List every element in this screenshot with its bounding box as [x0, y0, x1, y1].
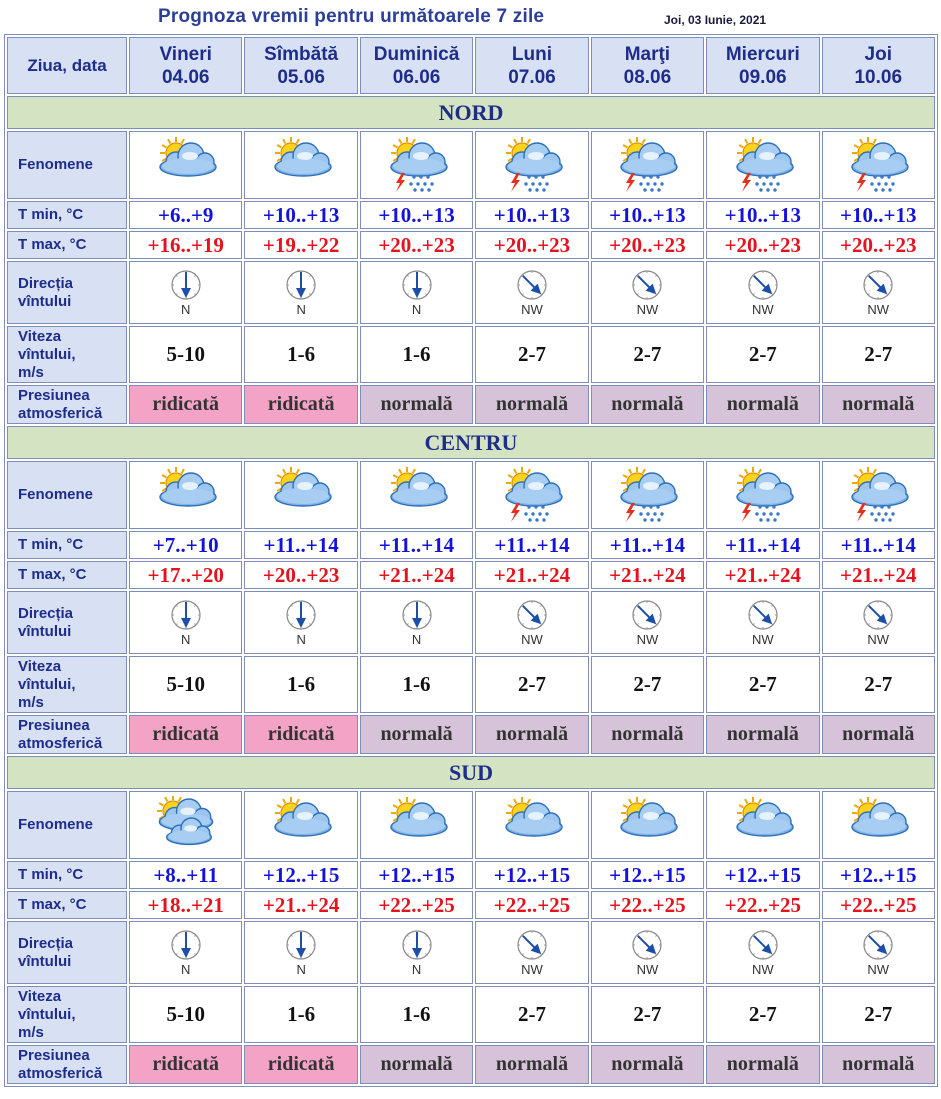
day-date: 05.06	[277, 66, 325, 88]
pressure-value: normală	[591, 385, 704, 424]
day-name: Sîmbătă	[264, 43, 339, 65]
wind-direction-value: N	[181, 631, 191, 647]
wind-speed-value: 2-7	[706, 656, 819, 713]
tmin-value: +12..+15	[591, 861, 704, 889]
pressure-value: normală	[706, 715, 819, 754]
wind-direction-label-line2: vîntului	[18, 292, 72, 310]
wind-direction-label-line1: Direcția	[18, 934, 74, 952]
tmin-value: +10..+13	[475, 201, 588, 229]
pressure-label	[7, 385, 127, 424]
pressure-label-line2: atmosferică	[18, 734, 103, 752]
tmax-row	[7, 561, 935, 589]
day-name: Joi	[864, 43, 892, 65]
wind-direction-row	[7, 591, 935, 654]
pressure-label-line2: atmosferică	[18, 404, 103, 422]
wind-direction-label	[7, 591, 127, 654]
day-name: Miercuri	[725, 43, 800, 65]
phenomena-label: Fenomene	[7, 461, 127, 529]
wind-direction-row	[7, 261, 935, 324]
wind-direction-value: NW	[521, 301, 543, 317]
day-header-4	[475, 37, 588, 94]
partly-cloudy-icon	[151, 466, 221, 524]
wind-direction-cell	[822, 261, 935, 324]
thunderstorm-icon	[843, 466, 913, 524]
thunderstorm-icon	[382, 136, 452, 194]
partly-cloudy-icon	[382, 796, 452, 854]
wind-direction-cell	[244, 591, 357, 654]
tmin-value: +11..+14	[591, 531, 704, 559]
wind-speed-label-line3: m/s	[18, 363, 44, 381]
day-date: 10.06	[854, 66, 903, 88]
pressure-value: normală	[822, 715, 935, 754]
phenomena-cell	[822, 791, 935, 859]
forecast-table	[4, 34, 938, 1087]
wind-direction-value: N	[296, 961, 306, 977]
region-row-nord	[7, 96, 935, 129]
phenomena-cell	[244, 131, 357, 199]
wind-direction-cell	[591, 921, 704, 984]
tmax-value: +21..+24	[591, 561, 704, 589]
tmax-value: +20..+23	[244, 561, 357, 589]
wind-speed-label-line3: m/s	[18, 693, 44, 711]
day-name: Vineri	[159, 43, 212, 65]
wind-speed-value: 5-10	[129, 656, 242, 713]
wind-direction-cell	[129, 261, 242, 324]
wind-speed-row	[7, 656, 935, 713]
wind-direction-value: NW	[867, 631, 890, 647]
wind-direction-label	[7, 261, 127, 324]
pressure-label-line1: Presiunea	[18, 716, 90, 734]
phenomena-cell	[244, 791, 357, 859]
wind-arrow-south-icon	[401, 599, 433, 631]
tmin-value: +10..+13	[591, 201, 704, 229]
tmin-value: +10..+13	[822, 201, 935, 229]
wind-speed-value: 2-7	[591, 656, 704, 713]
wind-direction-cell	[591, 591, 704, 654]
wind-arrow-south-icon	[401, 269, 433, 301]
wind-direction-value: NW	[751, 961, 774, 977]
partly-cloudy-icon	[151, 136, 221, 194]
wind-direction-value: NW	[521, 961, 543, 977]
tmin-row	[7, 531, 935, 559]
tmin-value: +12..+15	[244, 861, 357, 889]
mostly-cloudy-icon	[151, 796, 221, 854]
wind-direction-cell	[706, 261, 819, 324]
wind-speed-value: 2-7	[822, 656, 935, 713]
wind-direction-value: NW	[636, 301, 659, 317]
page-title: Prognoza vremii pentru următoarele 7 zile	[158, 6, 545, 27]
phenomena-row	[7, 461, 935, 529]
wind-direction-value: N	[411, 631, 422, 647]
wind-direction-value: NW	[751, 301, 774, 317]
wind-direction-value: N	[181, 961, 191, 977]
wind-arrow-southeast-icon	[747, 929, 779, 961]
region-title: NORD	[7, 96, 935, 129]
phenomena-cell	[360, 791, 473, 859]
day-name: Luni	[511, 43, 553, 65]
pressure-value: normală	[360, 715, 473, 754]
wind-direction-cell	[244, 921, 357, 984]
wind-direction-cell	[360, 261, 473, 324]
wind-direction-label-line1: Direcția	[18, 274, 74, 292]
phenomena-cell	[822, 131, 935, 199]
wind-direction-cell	[822, 921, 935, 984]
phenomena-row	[7, 131, 935, 199]
wind-direction-value: NW	[751, 631, 774, 647]
day-date: 06.06	[392, 66, 441, 88]
wind-speed-value: 2-7	[822, 326, 935, 383]
pressure-value: normală	[360, 1045, 473, 1084]
tmax-value: +20..+23	[591, 231, 704, 259]
pressure-value: normală	[360, 385, 473, 424]
partly-cloudy-icon	[497, 796, 567, 854]
tmin-value: +12..+15	[475, 861, 588, 889]
tmin-value: +11..+14	[475, 531, 588, 559]
partly-cloudy-icon	[266, 466, 336, 524]
wind-direction-value: NW	[636, 961, 659, 977]
tmin-value: +11..+14	[822, 531, 935, 559]
pressure-row	[7, 385, 935, 424]
wind-speed-label	[7, 326, 127, 383]
phenomena-label: Fenomene	[7, 791, 127, 859]
wind-direction-value: N	[181, 301, 191, 317]
issue-date: Joi, 03 Iunie, 2021	[664, 13, 767, 27]
tmax-row	[7, 891, 935, 919]
partly-cloudy-icon	[843, 796, 913, 854]
day-header-7	[822, 37, 935, 94]
day-header-6	[706, 37, 819, 94]
wind-direction-cell	[475, 591, 588, 654]
wind-arrow-southeast-icon	[516, 269, 548, 301]
thunderstorm-icon	[497, 136, 567, 194]
pressure-value: ridicată	[129, 385, 242, 424]
tmax-value: +22..+25	[706, 891, 819, 919]
thunderstorm-icon	[728, 136, 798, 194]
wind-speed-label-line2: vîntului,	[18, 675, 76, 693]
tmin-value: +8..+11	[129, 861, 242, 889]
wind-speed-label-line1: Viteza	[18, 987, 62, 1005]
tmin-value: +11..+14	[244, 531, 357, 559]
tmax-value: +18..+21	[129, 891, 242, 919]
thunderstorm-icon	[843, 136, 913, 194]
wind-speed-value: 2-7	[822, 986, 935, 1043]
wind-arrow-southeast-icon	[631, 269, 663, 301]
tmin-value: +6..+9	[129, 201, 242, 229]
tmax-row	[7, 231, 935, 259]
phenomena-row	[7, 791, 935, 859]
phenomena-cell	[591, 131, 704, 199]
wind-speed-value: 2-7	[591, 326, 704, 383]
day-date: 07.06	[508, 66, 556, 88]
pressure-value: ridicată	[244, 385, 357, 424]
wind-arrow-southeast-icon	[631, 599, 663, 631]
forecast-table-body	[7, 37, 935, 1084]
day-header-5	[591, 37, 704, 94]
tmax-value: +22..+25	[360, 891, 473, 919]
phenomena-cell	[244, 461, 357, 529]
tmax-value: +19..+22	[244, 231, 357, 259]
thunderstorm-icon	[497, 466, 567, 524]
partly-cloudy-icon	[728, 796, 798, 854]
wind-arrow-southeast-icon	[862, 599, 894, 631]
wind-arrow-south-icon	[170, 269, 202, 301]
phenomena-cell	[706, 131, 819, 199]
region-title: CENTRU	[7, 426, 935, 459]
wind-arrow-south-icon	[285, 599, 317, 631]
wind-speed-value: 2-7	[475, 986, 588, 1043]
pressure-label-line2: atmosferică	[18, 1064, 103, 1082]
wind-arrow-southeast-icon	[516, 599, 548, 631]
wind-direction-cell	[706, 921, 819, 984]
tmin-value: +12..+15	[360, 861, 473, 889]
pressure-value: ridicată	[244, 1045, 357, 1084]
region-row-sud	[7, 756, 935, 789]
wind-direction-row	[7, 921, 935, 984]
tmax-value: +21..+24	[475, 561, 588, 589]
wind-direction-value: N	[411, 961, 422, 977]
tmin-value: +12..+15	[706, 861, 819, 889]
pressure-value: normală	[475, 715, 588, 754]
wind-speed-value: 1-6	[360, 326, 473, 383]
tmin-value: +11..+14	[360, 531, 473, 559]
thunderstorm-icon	[728, 466, 798, 524]
phenomena-cell	[475, 461, 588, 529]
tmin-value: +11..+14	[706, 531, 819, 559]
wind-speed-value: 2-7	[475, 326, 588, 383]
wind-direction-cell	[822, 591, 935, 654]
wind-direction-label	[7, 921, 127, 984]
wind-arrow-south-icon	[285, 269, 317, 301]
tmax-value: +22..+25	[475, 891, 588, 919]
wind-direction-cell	[706, 591, 819, 654]
wind-speed-value: 1-6	[244, 326, 357, 383]
tmin-value: +10..+13	[244, 201, 357, 229]
wind-direction-value: NW	[867, 301, 890, 317]
phenomena-cell	[706, 791, 819, 859]
wind-speed-label	[7, 656, 127, 713]
tmax-value: +20..+23	[360, 231, 473, 259]
wind-direction-cell	[475, 261, 588, 324]
day-header-2	[244, 37, 357, 94]
tmax-label: T max, °C	[7, 891, 127, 919]
pressure-value: normală	[706, 385, 819, 424]
wind-direction-value: NW	[636, 631, 659, 647]
phenomena-cell	[129, 131, 242, 199]
tmax-label: T max, °C	[7, 561, 127, 589]
wind-speed-value: 1-6	[360, 986, 473, 1043]
pressure-label	[7, 1045, 127, 1084]
wind-direction-cell	[475, 921, 588, 984]
pressure-value: normală	[591, 1045, 704, 1084]
tmin-value: +12..+15	[822, 861, 935, 889]
region-title: SUD	[7, 756, 935, 789]
tmax-value: +20..+23	[706, 231, 819, 259]
wind-speed-label-line1: Viteza	[18, 657, 62, 675]
wind-speed-label-line1: Viteza	[18, 327, 62, 345]
partly-cloudy-icon	[612, 796, 682, 854]
wind-arrow-south-icon	[285, 929, 317, 961]
wind-arrow-south-icon	[170, 929, 202, 961]
pressure-row	[7, 715, 935, 754]
pressure-label-line1: Presiunea	[18, 386, 90, 404]
pressure-value: normală	[591, 715, 704, 754]
pressure-value: normală	[706, 1045, 819, 1084]
wind-speed-value: 1-6	[360, 656, 473, 713]
tmin-label: T min, °C	[7, 531, 127, 559]
column-label: Ziua, data	[27, 55, 107, 75]
wind-direction-label-line1: Direcția	[18, 604, 74, 622]
thunderstorm-icon	[612, 136, 682, 194]
phenomena-cell	[475, 131, 588, 199]
wind-direction-value: N	[296, 631, 306, 647]
wind-arrow-southeast-icon	[862, 269, 894, 301]
wind-arrow-southeast-icon	[862, 929, 894, 961]
tmax-label: T max, °C	[7, 231, 127, 259]
pressure-row	[7, 1045, 935, 1084]
wind-direction-value: N	[296, 301, 306, 317]
phenomena-label: Fenomene	[7, 131, 127, 199]
tmax-value: +17..+20	[129, 561, 242, 589]
partly-cloudy-icon	[266, 796, 336, 854]
day-header-1	[129, 37, 242, 94]
wind-direction-cell	[244, 261, 357, 324]
day-date: 04.06	[161, 66, 210, 88]
wind-arrow-southeast-icon	[516, 929, 548, 961]
wind-speed-value: 5-10	[129, 986, 242, 1043]
tmax-value: +20..+23	[475, 231, 588, 259]
day-name: Marţi	[624, 43, 671, 65]
phenomena-cell	[129, 461, 242, 529]
pressure-value: ridicată	[129, 715, 242, 754]
region-row-centru	[7, 426, 935, 459]
tmax-value: +21..+24	[822, 561, 935, 589]
phenomena-cell	[129, 791, 242, 859]
wind-direction-value: NW	[521, 631, 543, 647]
day-header-3	[360, 37, 473, 94]
phenomena-cell	[475, 791, 588, 859]
header-row	[7, 37, 935, 94]
tmax-value: +21..+24	[706, 561, 819, 589]
pressure-value: normală	[475, 385, 588, 424]
wind-speed-value: 1-6	[244, 986, 357, 1043]
phenomena-cell	[822, 461, 935, 529]
tmax-value: +22..+25	[822, 891, 935, 919]
wind-speed-label	[7, 986, 127, 1043]
day-date: 08.06	[623, 66, 672, 88]
wind-arrow-south-icon	[170, 599, 202, 631]
wind-direction-value: NW	[867, 961, 890, 977]
wind-direction-cell	[591, 261, 704, 324]
tmax-value: +16..+19	[129, 231, 242, 259]
pressure-value: normală	[475, 1045, 588, 1084]
wind-arrow-southeast-icon	[631, 929, 663, 961]
wind-speed-value: 1-6	[244, 656, 357, 713]
wind-speed-label-line2: vîntului,	[18, 1005, 76, 1023]
wind-arrow-southeast-icon	[747, 269, 779, 301]
tmax-value: +21..+24	[360, 561, 473, 589]
day-date: 09.06	[739, 66, 787, 88]
pressure-label-line1: Presiunea	[18, 1046, 90, 1064]
partly-cloudy-icon	[382, 466, 452, 524]
wind-direction-value: N	[411, 301, 422, 317]
wind-speed-value: 5-10	[129, 326, 242, 383]
pressure-value: normală	[822, 385, 935, 424]
wind-arrow-south-icon	[401, 929, 433, 961]
wind-speed-value: 2-7	[475, 656, 588, 713]
pressure-value: ridicată	[244, 715, 357, 754]
wind-speed-value: 2-7	[706, 986, 819, 1043]
tmax-value: +22..+25	[591, 891, 704, 919]
wind-direction-cell	[360, 591, 473, 654]
wind-direction-cell	[129, 591, 242, 654]
phenomena-cell	[360, 461, 473, 529]
tmin-row	[7, 201, 935, 229]
pressure-label	[7, 715, 127, 754]
tmin-label: T min, °C	[7, 861, 127, 889]
tmin-value: +7..+10	[129, 531, 242, 559]
thunderstorm-icon	[612, 466, 682, 524]
tmax-value: +21..+24	[244, 891, 357, 919]
wind-direction-cell	[360, 921, 473, 984]
tmin-value: +10..+13	[706, 201, 819, 229]
wind-speed-label-line3: m/s	[18, 1023, 44, 1041]
tmax-value: +20..+23	[822, 231, 935, 259]
day-name: Duminică	[373, 43, 460, 65]
wind-direction-cell	[129, 921, 242, 984]
wind-speed-value: 2-7	[591, 986, 704, 1043]
partly-cloudy-icon	[266, 136, 336, 194]
phenomena-cell	[591, 461, 704, 529]
phenomena-cell	[706, 461, 819, 529]
tmin-row	[7, 861, 935, 889]
column-label-cell	[7, 37, 127, 94]
wind-speed-value: 2-7	[706, 326, 819, 383]
wind-direction-label-line2: vîntului	[18, 952, 72, 970]
pressure-value: ridicată	[129, 1045, 242, 1084]
tmin-value: +10..+13	[360, 201, 473, 229]
pressure-value: normală	[822, 1045, 935, 1084]
wind-direction-label-line2: vîntului	[18, 622, 72, 640]
phenomena-cell	[591, 791, 704, 859]
wind-speed-row	[7, 326, 935, 383]
tmin-label: T min, °C	[7, 201, 127, 229]
wind-arrow-southeast-icon	[747, 599, 779, 631]
wind-speed-label-line2: vîntului,	[18, 345, 76, 363]
phenomena-cell	[360, 131, 473, 199]
wind-speed-row	[7, 986, 935, 1043]
